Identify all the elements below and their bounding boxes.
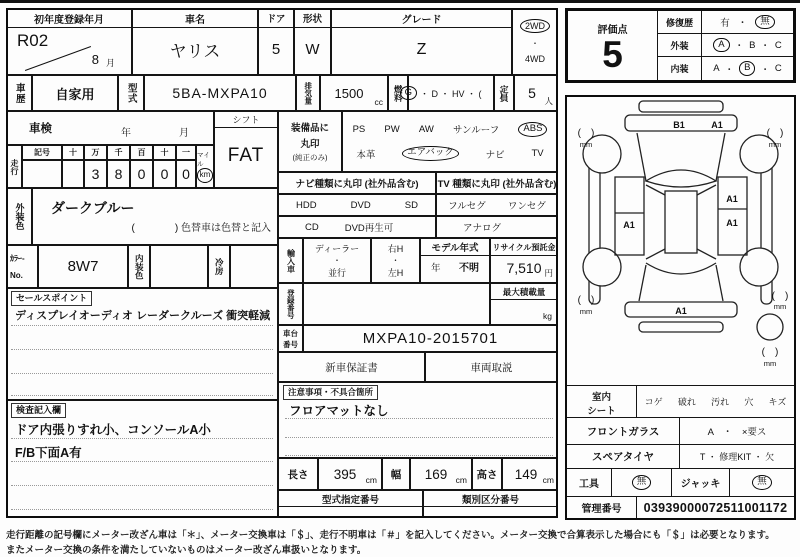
interior-grade-label-cell [658, 57, 702, 80]
footer-note-line2: またメーター交換の条件を満たしていないものはメーター改ざん車扱いとなります。 [6, 545, 367, 556]
length-label-cell [278, 458, 318, 490]
col-label: 十 [69, 148, 77, 157]
width-label: 幅 [390, 468, 402, 481]
color-no-label-line1: ｶﾗｰ- [10, 254, 25, 263]
exterior-color-value-cell [32, 188, 278, 245]
mileage-digit-1 [176, 160, 196, 188]
import-label: 輸入車 [286, 248, 296, 273]
tv-fullseg: フルセグ [448, 201, 486, 212]
nav-dvd-playback: DVD再生可 [344, 223, 394, 234]
first-registration-label: 初年度登録年月 [7, 9, 131, 28]
mile-unit: マイル [197, 151, 210, 168]
dotted-rule [11, 373, 273, 374]
mileage-digit-10 [153, 160, 176, 188]
import-dealer: ディーラー [314, 244, 360, 254]
rear-right-wheel [740, 248, 778, 286]
color-no-label-cell [6, 245, 38, 288]
warranty-cell [278, 352, 425, 382]
seat-label-cell [567, 385, 637, 417]
exterior-grade-c: C [774, 39, 782, 51]
tv-type-header: TV 種類に丸印 (社外品含む) [437, 179, 557, 190]
model-code-label: 型式 [125, 82, 137, 104]
capacity-unit: 人 [544, 96, 553, 106]
mileage-col-header-1k [107, 145, 130, 160]
car-name-cell [132, 8, 258, 75]
seat-burn: コゲ [644, 397, 663, 407]
chassis-value-cell [303, 325, 558, 352]
dot: ・ [724, 64, 735, 76]
registration-month: 8 [91, 52, 99, 67]
model-year-value: 不明 [459, 263, 479, 274]
interior-grade-value-cell [702, 57, 793, 80]
model-code-value-cell [144, 75, 296, 111]
mileage-col-header-10 [153, 145, 176, 160]
handle-right: 右H [387, 244, 404, 254]
spare-tire-mark [757, 314, 783, 340]
footer-note-line1: 走行距離の記号欄にメーター改ざん車は「＊」、メーター交換車は「＄」、走行不明車は「＃」を記入してください。メーター交換で合算表示した場合にも「＄」は必要となります。 [6, 530, 775, 541]
dotted-rule [11, 509, 273, 510]
km-unit-circled: km [197, 168, 214, 183]
shift-label: シフト [215, 112, 277, 128]
dot: ・ [760, 41, 770, 52]
shape-value: W [305, 41, 320, 58]
yen-unit: 円 [544, 268, 553, 278]
caution-text: フロアマットなし [289, 404, 389, 418]
kg-unit: kg [543, 311, 552, 321]
tread-mm-rl: mm [579, 307, 593, 316]
recycle-deposit-label: リサイクル預託金 [491, 239, 557, 256]
evaluation-box [565, 8, 796, 83]
import-parallel: 並行 [327, 268, 346, 278]
mileage-col-header-1 [176, 145, 196, 160]
door-cell [258, 8, 294, 75]
seat-tear: 破れ [677, 397, 696, 407]
damage-label-front-b1: B1 [673, 120, 685, 130]
seat-scratch: キズ [768, 397, 787, 407]
digit: 0 [160, 166, 169, 182]
dotted-rule [11, 395, 273, 396]
repair-yes: 有 [720, 18, 730, 29]
width-value-cell [410, 458, 472, 490]
dotted-rule [11, 438, 273, 439]
chassis-label-line1: 車台 [283, 329, 298, 338]
col-label: 一 [182, 148, 190, 157]
tread-bracket-fl: ( ) [577, 128, 595, 139]
dot: ・ [734, 41, 745, 52]
fuel-value-cell [404, 75, 503, 111]
digit: 8 [114, 166, 123, 182]
repair-label-cell [658, 11, 702, 34]
jack-label-cell [672, 468, 730, 496]
seat-options-cell [637, 385, 794, 417]
score-value: 5 [602, 33, 623, 75]
exterior-color-value: ダークブルー [51, 200, 135, 216]
interior-color-value-cell [150, 245, 208, 288]
col-label: 万 [91, 148, 100, 157]
seat-label-line1: 室内 [591, 392, 611, 403]
shaken-label: 車検 [29, 123, 52, 135]
displacement-value: 1500 [334, 85, 364, 101]
hood-right-edge [716, 133, 725, 181]
inspector-notes-tab: 検査記入欄 [11, 403, 66, 418]
shift-cell [214, 111, 278, 188]
tread-mm-fr: mm [768, 140, 782, 149]
capacity-value: 5 [528, 85, 536, 101]
interior-grade-label: 内装 [670, 64, 689, 74]
interior-grade-b-circled: B [739, 61, 755, 76]
cm-unit: cm [455, 475, 467, 485]
equipment-label-line1: 装備品に [290, 123, 329, 134]
damage-label-left-a1: A1 [623, 220, 635, 230]
width-label-cell [382, 458, 410, 490]
equip-navi: ナビ [485, 149, 505, 161]
equip-leather: 本革 [356, 149, 376, 161]
equip-sunroof: サンルーフ [452, 125, 500, 137]
handle-left: 左H [387, 268, 404, 278]
front-glass-label: フロントガラス [586, 425, 660, 438]
inspector-notes-line2: F/B下面A有 [15, 446, 82, 460]
width-value: 169 [424, 466, 448, 482]
model-designation-cell [278, 490, 423, 518]
manual-label: 車両取説 [470, 361, 513, 374]
front-glass-value-cell [680, 417, 794, 444]
exterior-grade-label-cell [658, 34, 702, 57]
fuel-gasoline-circled: G [400, 86, 417, 101]
pillar-line [697, 185, 716, 195]
fuel-label: 燃料 [393, 84, 404, 102]
door-label: ドア [259, 9, 293, 28]
car-damage-diagram [567, 97, 794, 385]
nav-sd: SD [404, 199, 418, 211]
front-grille [639, 101, 723, 112]
interior-color-label-cell [128, 245, 150, 288]
equipment-options-cell [342, 111, 558, 172]
exterior-grade-a-circled: A [713, 38, 729, 53]
nav-options-row1 [278, 194, 436, 216]
mileage-digit-10k [84, 160, 107, 188]
color-change-note: ( ) 色替車は色替と記入 [131, 223, 271, 234]
pillar-line [646, 185, 665, 195]
diagram-condition-box [565, 95, 796, 520]
month-unit: 月 [105, 58, 115, 68]
pillar-line [697, 249, 716, 259]
management-number-label: 管理番号 [581, 504, 622, 515]
mileage-col-header-100 [130, 145, 153, 160]
recycle-deposit-cell [490, 238, 558, 283]
classification-label: 類別区分番号 [424, 491, 557, 507]
tread-mm-spare: mm [763, 359, 777, 368]
equipment-label-note: (純正のみ) [292, 153, 328, 162]
digit: 0 [137, 166, 146, 182]
spare-tire-label-cell [567, 444, 680, 468]
jack-none-circled: 無 [752, 475, 772, 490]
import-dot: ・ [333, 256, 341, 265]
repair-value-cell [702, 11, 793, 34]
drivetrain-4wd: 4WD [525, 54, 545, 64]
shaken-month-unit: 月 [179, 128, 189, 139]
mileage-col-header-100k [62, 145, 84, 160]
tv-oneseg: ワンセグ [507, 201, 546, 212]
sales-point-tab: セールスポイント [11, 291, 92, 306]
model-year-cell [420, 238, 490, 283]
registration-number-value-cell [303, 283, 490, 325]
chassis-label-line2: 番号 [283, 340, 298, 349]
shaken-year-unit: 年 [121, 128, 131, 139]
inspector-notes-line1: ドア内張りすれ小、コンソールA小 [15, 423, 211, 437]
shift-value: FAT [227, 145, 265, 166]
import-dealer-cell [303, 238, 371, 283]
dotted-rule [285, 437, 553, 438]
import-label-cell [278, 238, 303, 283]
damage-label-front-a1: A1 [711, 120, 723, 130]
ac-value-cell [230, 245, 278, 288]
car-name-label: 車名 [133, 9, 257, 28]
score-label: 評価点 [597, 24, 628, 36]
length-value: 395 [333, 466, 357, 482]
score-cell [568, 11, 658, 80]
caution-tab: 注意事項・不具合箇所 [283, 385, 378, 400]
warranty-label: 新車保証書 [325, 361, 378, 374]
car-name-value: ヤリス [169, 42, 221, 61]
sales-point-text: ディスプレイオーディオ レーダークルーズ 衝突軽減 [15, 310, 271, 322]
height-value: 149 [514, 466, 538, 482]
pillar-line [646, 249, 665, 259]
nav-dvd: DVD [350, 199, 371, 211]
color-no-value: 8W7 [67, 258, 99, 275]
exterior-grade-label: 外装 [670, 40, 689, 51]
exterior-grade-value-cell [702, 34, 793, 57]
history-value-cell [32, 75, 118, 111]
top-edge-line [0, 0, 800, 3]
damage-label-rear-a1: A1 [675, 306, 687, 316]
windshield [646, 170, 716, 187]
left-door-panel [615, 177, 644, 255]
ac-label: 冷房 [214, 258, 225, 275]
sales-point-box [6, 288, 278, 400]
mileage-label: 走行 [10, 158, 19, 175]
nav-options-row2 [278, 216, 436, 238]
front-glass-label-cell [567, 417, 680, 444]
inspector-notes-box [6, 400, 278, 518]
tools-label-cell [567, 468, 612, 496]
height-label-cell [472, 458, 502, 490]
length-value-cell [318, 458, 382, 490]
nav-hdd: HDD [296, 199, 317, 211]
mileage-digit-100k [62, 160, 84, 188]
management-number-label-cell [567, 496, 637, 518]
shaken-cell [6, 111, 214, 145]
manual-cell [425, 352, 558, 382]
exterior-grade-b: B [749, 39, 756, 51]
equip-pw: PW [384, 123, 400, 135]
interior-grade-c: C [774, 63, 782, 74]
chassis-label-cell [278, 325, 303, 352]
mileage-digit-1k [107, 160, 130, 188]
tools-label: 工具 [579, 479, 599, 490]
equip-aw: AW [418, 123, 434, 135]
color-no-value-cell [38, 245, 128, 288]
caution-box [278, 382, 558, 458]
equip-ps: PS [352, 123, 366, 135]
first-registration-cell [6, 8, 132, 75]
max-load-cell [490, 283, 558, 325]
history-label-cell [6, 75, 32, 111]
equipment-label-line2: 丸印 [300, 139, 320, 150]
seat-label-line2: シート [587, 406, 616, 417]
roof-center [665, 191, 697, 253]
management-number-value: 03939000072511001172 [643, 500, 788, 515]
handle-dot: ・ [391, 256, 400, 265]
capacity-label-cell [494, 75, 514, 111]
tools-none-circled: 無 [632, 475, 652, 490]
drivetrain-separator: ・ [531, 39, 539, 49]
nav-cd: CD [305, 221, 319, 233]
tread-bracket-rl: ( ) [577, 295, 595, 306]
digit: 3 [91, 166, 100, 182]
drivetrain-2wd-circled: 2WD [520, 19, 550, 33]
grade-label: グレード [332, 9, 511, 28]
col-label: 千 [114, 148, 123, 157]
cm-unit: cm [542, 475, 554, 485]
repair-label: 修復歴 [665, 17, 693, 28]
history-value: 自家用 [55, 86, 95, 102]
interior-grade-a: A [713, 63, 720, 74]
digit: 0 [182, 166, 190, 182]
seat-hole: 穴 [744, 397, 754, 407]
shape-label: 形状 [295, 9, 330, 28]
tv-analog: アナログ [463, 223, 502, 234]
tread-bracket-fr: ( ) [766, 128, 784, 139]
displacement-value-cell [320, 75, 388, 111]
spare-tire-value-cell [680, 444, 794, 468]
col-label: 百 [137, 148, 146, 157]
height-value-cell [502, 458, 558, 490]
spare-tire-label: スペアタイヤ [591, 451, 655, 463]
door-value: 5 [271, 41, 281, 58]
dotted-rule [11, 325, 273, 326]
equipment-row2 [343, 146, 557, 161]
tv-options-row1 [436, 194, 558, 216]
tv-options-row2 [436, 216, 558, 238]
seat-stain: 汚れ [711, 397, 730, 407]
equipment-row1 [343, 122, 557, 137]
height-label: 高さ [476, 468, 498, 481]
col-label: 十 [160, 148, 169, 157]
dotted-rule [11, 461, 273, 462]
registration-year: R02 [17, 31, 49, 50]
tread-mm-rr: mm [773, 302, 787, 311]
model-code-label-cell [118, 75, 144, 111]
model-code-value: 5BA-MXPA10 [172, 85, 268, 101]
jack-value-cell [730, 468, 794, 496]
exterior-color-label-cell [6, 188, 32, 245]
rear-left-edge [639, 265, 646, 301]
nav-type-header-cell [278, 172, 436, 194]
model-designation-label: 型式指定番号 [279, 491, 422, 507]
mileage-col-header-10k [84, 145, 107, 160]
tools-value-cell [612, 468, 672, 496]
displacement-label-cell [296, 75, 320, 111]
mileage-label-cell [6, 145, 22, 188]
right-door-panel [718, 177, 747, 255]
front-glass-value: A ・ ×要ス [707, 427, 767, 438]
displacement-label: 排気量 [303, 81, 313, 105]
dot: ・ [737, 18, 748, 29]
mileage-unit-cell [196, 145, 214, 188]
cm-unit: cm [365, 475, 377, 485]
dotted-rule [11, 485, 273, 486]
rear-garnish [639, 322, 723, 332]
ac-label-cell [208, 245, 230, 288]
dotted-rule [11, 349, 273, 350]
dotted-rule [285, 418, 553, 419]
tread-bracket-spare: ( ) [761, 347, 779, 358]
registration-number-label-cell [278, 283, 303, 325]
tread-bracket-rr: ( ) [771, 291, 789, 302]
tv-type-header-cell [436, 172, 558, 194]
equip-abs-circled: ABS [518, 122, 547, 137]
recycle-deposit-value: 7,510 [506, 259, 542, 276]
management-number-value-cell [637, 496, 794, 518]
rear-window [646, 263, 716, 274]
mileage-col-header-symbol [22, 145, 62, 160]
tread-mm-fl: mm [579, 140, 593, 149]
grade-cell [331, 8, 512, 75]
rear-right-edge [716, 265, 723, 301]
shape-cell [294, 8, 331, 75]
capacity-value-cell [514, 75, 558, 111]
mileage-digit-100 [130, 160, 153, 188]
chassis-number: MXPA10-2015701 [362, 330, 499, 347]
equip-tv: TV [531, 148, 544, 160]
capacity-label: 定員 [499, 84, 510, 102]
max-load-label: 最大積載量 [491, 284, 557, 300]
model-year-label: モデル年式 [421, 239, 489, 256]
model-year-unit: 年 [431, 263, 441, 274]
registration-number-label: 登録番号 [286, 289, 296, 319]
dotted-rule [285, 455, 553, 456]
interior-color-label: 内装色 [134, 253, 145, 280]
repair-no-circled: 無 [755, 15, 775, 30]
col-label: 記号 [34, 148, 50, 157]
classification-cell [423, 490, 558, 518]
history-label: 車歴 [13, 82, 25, 104]
length-label: 長さ [287, 468, 309, 481]
drivetrain-cell [512, 8, 558, 75]
jack-label: ジャッキ [680, 479, 721, 490]
spare-tire-value: T ・ 修理KIT ・ 欠 [699, 452, 775, 462]
grade-value: Z [416, 40, 427, 58]
damage-label-right-a1-bottom: A1 [726, 218, 738, 228]
hood-left-edge [637, 133, 646, 181]
exterior-color-label: 外装色 [14, 203, 25, 230]
dot: ・ [760, 64, 770, 76]
import-handle-cell [371, 238, 420, 283]
color-no-label-line2: No. [10, 271, 23, 280]
equip-airbag-circled: エアバック [402, 146, 459, 161]
damage-label-right-a1-top: A1 [726, 194, 738, 204]
equipment-label-cell [278, 111, 342, 172]
nav-type-header: ナビ種類に丸印 (社外品含む) [295, 179, 419, 190]
displacement-unit: cc [374, 97, 383, 107]
fuel-options: ・ D ・ HV ・ ( ) [419, 88, 503, 99]
mileage-digit-symbol [22, 160, 62, 188]
